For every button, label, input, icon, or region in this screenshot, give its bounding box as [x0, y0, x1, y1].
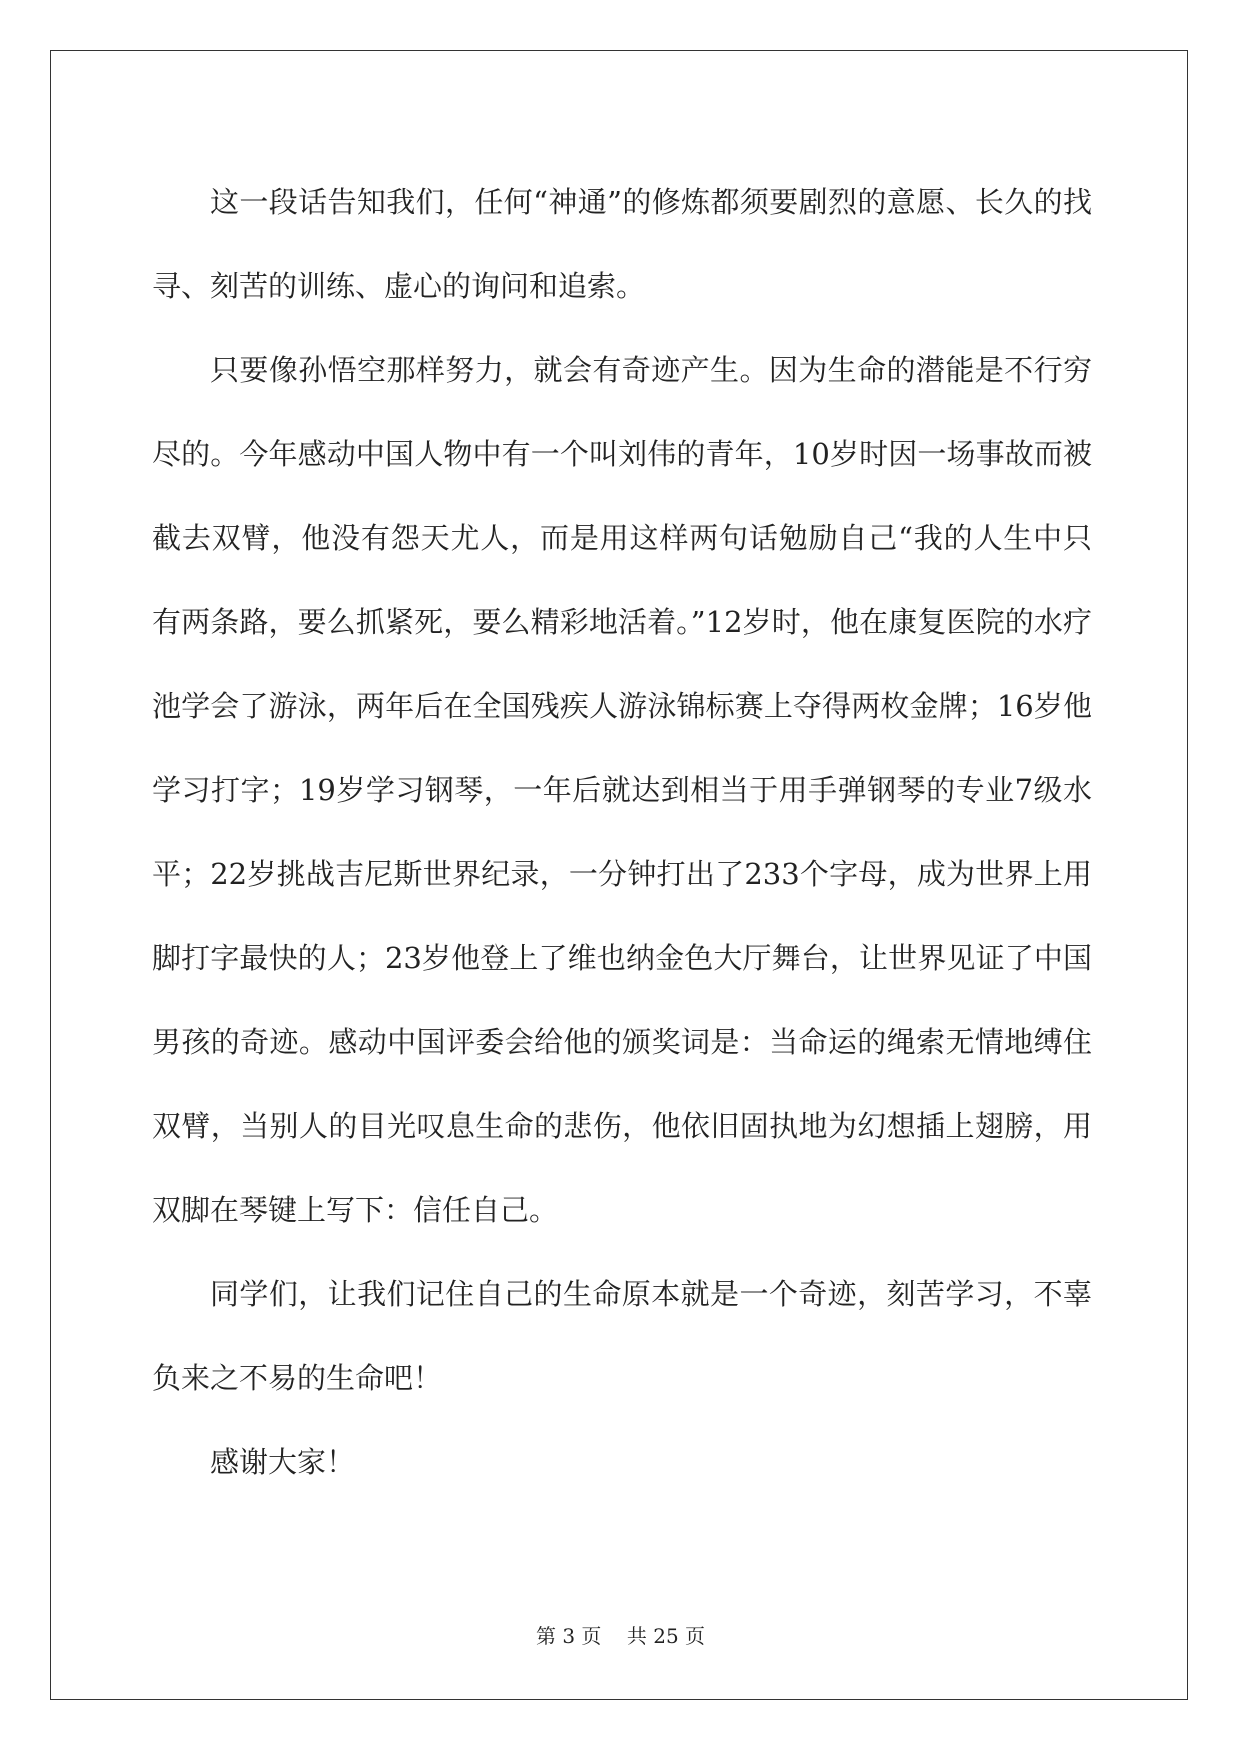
document-body — [152, 160, 1092, 1504]
paragraph-4: 感谢大家！ — [210, 1445, 356, 1479]
paragraph-3: 同学们，让我们记住自己的生命原本就是一个奇迹，刻苦学习，不辜负来之不易的生命吧！ — [152, 1277, 1092, 1395]
footer-separator — [601, 1624, 626, 1648]
paragraph-1: 这一段话告知我们，任何“神通”的修炼都须要剧烈的意愿、长久的找寻、刻苦的训练、虚心的询问和追索。 — [152, 185, 1092, 303]
page-number: 第 3 页 — [535, 1624, 602, 1648]
page-total: 共 25 页 — [626, 1624, 706, 1648]
paragraph-2: 只要像孙悟空那样努力，就会有奇迹产生。因为生命的潜能是不行穷尽的。今年感动中国人物中有一个叫刘伟的青年，10岁时因一场事故而被截去双臂，他没有怨天尤人，而是用这样两句话勉励自己“我的人生中只有两条路，要么抓紧死，要么精彩地活着。”12岁时，他在康复医院的水疗池学会了游泳，两年后在全国残疾人游泳锦标赛上夺得两枚金牌；16岁他学习打字；19岁学习钢琴，一年后就达到相当于用手弹钢琴的专业7级水平；22岁挑战吉尼斯世界纪录，一分钟打出了233个字母，成为世界上用脚打字最快的人；23岁他登上了维也纳金色大厅舞台，让世界见证了中国男孩的奇迹。感动中国评委会给他的颁奖词是：当命运的绳索无情地缚住双臂，当别人的目光叹息生命的悲伤，他依旧固执地为幻想插上翅膀，用双脚在琴键上写下：信任自己。 — [152, 353, 1092, 1227]
page-footer — [0, 1620, 1241, 1649]
